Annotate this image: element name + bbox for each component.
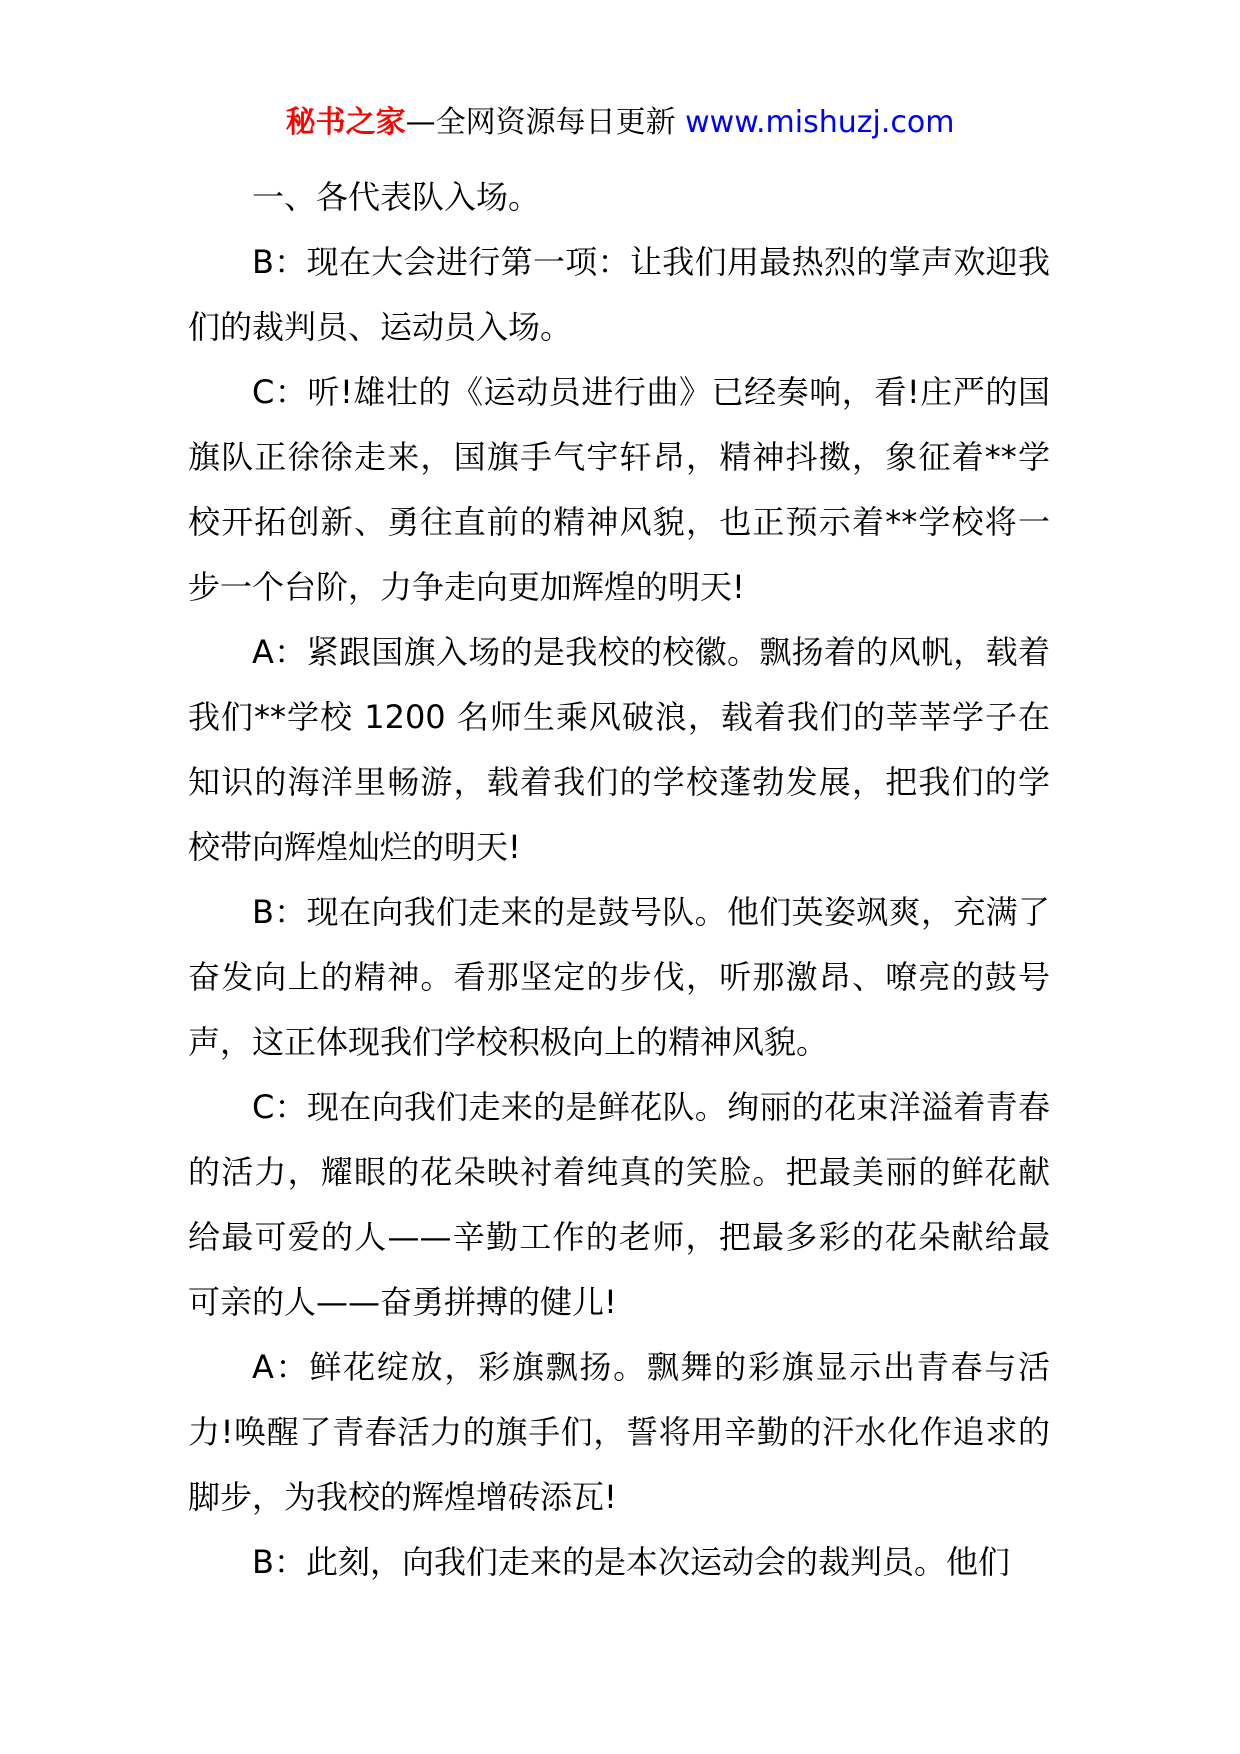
paragraph-b-opening: B：现在大会进行第一项：让我们用最热烈的掌声欢迎我们的裁判员、运动员入场。 [188,243,1050,346]
document-body [188,165,1050,1595]
paragraph-c-flower-team: C：现在向我们走来的是鲜花队。绚丽的花束洋溢着青春的活力，耀眼的花朵映衬着纯真的笑脸。把最美丽的鲜花献给最可爱的人——辛勤工作的老师，把最多彩的花朵献给最可亲的人——奋勇拼搏的健儿! [188,1088,1050,1321]
paragraph-b-drum-team: B：现在向我们走来的是鼓号队。他们英姿飒爽，充满了奋发向上的精神。看那坚定的步伐，听那激昂、嘹亮的鼓号声，这正体现我们学校积极向上的精神风貌。 [188,893,1050,1061]
site-brand: 秘书之家 [285,105,406,140]
paragraph-section-title: 一、各代表队入场。 [252,178,541,216]
paragraph-c-flag-team: C：听!雄壮的《运动员进行曲》已经奏响，看!庄严的国旗队正徐徐走来，国旗手气宇轩昂，精神抖擞，象征着**学校开拓创新、勇往直前的精神风貌，也正预示着**学校将一步一个台阶，力争走向更加辉煌的明天! [188,373,1050,606]
paragraph-a-color-flags: A：鲜花绽放，彩旗飘扬。飘舞的彩旗显示出青春与活力!唤醒了青春活力的旗手们，誓将用辛勤的汗水化作追求的脚步，为我校的辉煌增砖添瓦! [188,1348,1050,1516]
paragraph-a-school-emblem: A：紧跟国旗入场的是我校的校徽。飘扬着的风帆，载着我们**学校 1200 名师生乘风破浪，载着我们的莘莘学子在知识的海洋里畅游，载着我们的学校蓬勃发展，把我们的学校带向辉煌灿烂的明天! [188,633,1050,866]
site-header [0,98,1240,148]
paragraph-b-referees: B：此刻，向我们走来的是本次运动会的裁判员。他们 [252,1543,1010,1581]
site-url-link[interactable]: www.mishuzj.com [685,105,955,140]
site-tagline: —全网资源每日更新 [405,105,686,140]
